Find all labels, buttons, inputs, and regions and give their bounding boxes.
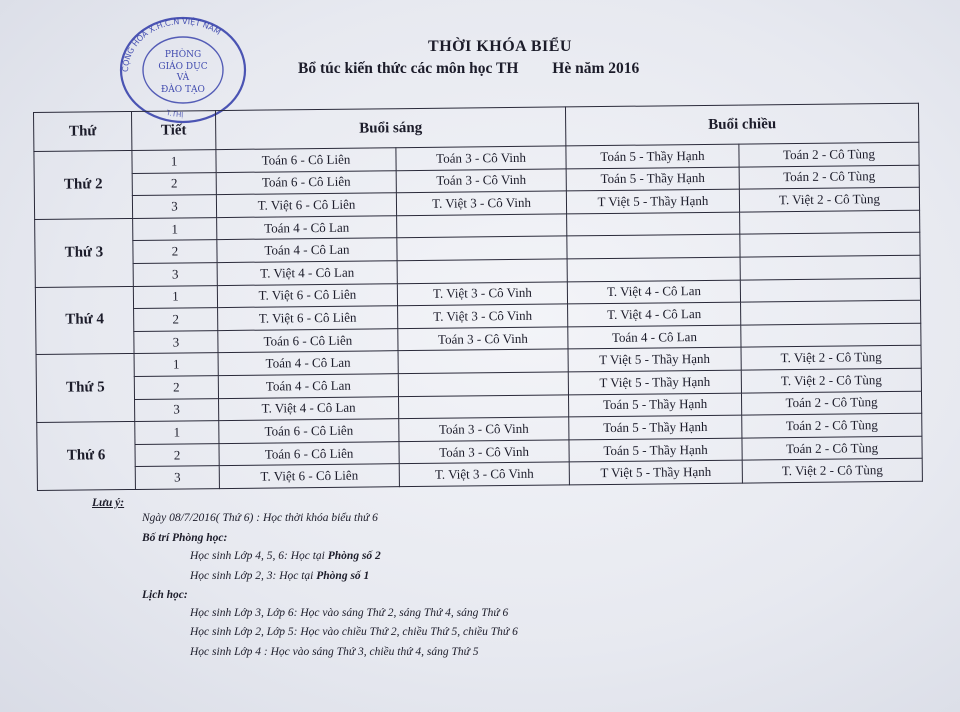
period-cell: 1 [133,285,217,308]
lesson-cell: T. Việt 2 - Cô Tùng [739,187,919,211]
col-header-tiet: Tiết [131,111,215,151]
lesson-cell [567,234,740,258]
lesson-cell: Toán 6 - Cô Liên [219,441,399,465]
col-header-thu: Thứ [34,111,132,151]
period-cell: 3 [135,466,219,489]
lesson-cell [397,259,567,283]
lesson-cell [567,257,740,281]
lesson-cell: Toán 5 - Thầy Hạnh [569,438,742,462]
day-cell: Thứ 6 [37,422,136,491]
day-cell: Thứ 4 [35,286,134,355]
lesson-cell: Toán 5 - Thầy Hạnh [566,167,739,191]
document-title: THỜI KHÓA BIỂU [428,38,572,55]
timetable [33,103,923,491]
period-cell: 2 [132,172,216,195]
col-header-morning: Buổi sáng [215,107,565,150]
period-cell: 1 [132,150,216,173]
lesson-cell: Toán 4 - Cô Lan [568,325,741,349]
room-line-2 [190,571,369,583]
period-cell: 2 [135,443,219,466]
lesson-cell: Toán 2 - Cô Tùng [739,142,919,166]
lesson-cell: T. Việt 4 - Cô Lan [568,302,741,326]
period-cell: 1 [133,217,217,240]
lesson-cell: T Việt 5 - Thầy Hạnh [569,460,742,484]
stamp-ring-text: CỘNG HOÀ X.H.C.N VIỆT NAM [120,16,223,73]
lesson-cell: Toán 3 - Cô Vinh [399,417,569,441]
day-cell: Thứ 3 [35,218,134,287]
lesson-cell [398,394,568,418]
lesson-cell: T. Việt 2 - Cô Tùng [741,368,921,392]
document-subtitle [298,60,639,78]
lesson-cell: T. Việt 6 - Cô Liên [218,306,398,330]
schedule-line-2: Học sinh Lớp 2, Lớp 5: Học vào chiều Thứ 2, chiều Thứ 5, chiều Thứ 6 [190,626,518,638]
lesson-cell [741,323,921,347]
stamp-center-line: ĐÀO TẠO [161,85,205,95]
lesson-cell: T. Việt 3 - Cô Vinh [396,191,566,215]
room-line-1-room: Phòng số 2 [327,550,381,562]
subtitle-year: Hè năm 2016 [552,60,640,77]
lesson-cell: Toán 6 - Cô Liên [219,419,399,443]
lesson-cell: Toán 5 - Thầy Hạnh [569,415,742,439]
schedule-line-1: Học sinh Lớp 3, Lớp 6: Học vào sáng Thứ 2, sáng Thứ 4, sáng Thứ 6 [190,607,509,619]
period-cell: 3 [133,263,217,286]
lesson-cell: T. Việt 6 - Cô Liên [217,283,397,307]
lesson-cell: T. Việt 4 - Cô Lan [217,261,397,285]
lesson-cell: Toán 6 - Cô Liên [216,170,396,194]
lesson-cell [397,214,567,238]
lesson-cell [740,210,920,234]
lesson-cell: Toán 2 - Cô Tùng [739,165,919,189]
lesson-cell: Toán 3 - Cô Vinh [396,169,566,193]
lesson-cell: T. Việt 6 - Cô Liên [219,464,399,488]
period-cell: 2 [134,308,218,331]
lesson-cell: T. Việt 3 - Cô Vinh [398,304,568,328]
lesson-cell: Toán 6 - Cô Liên [216,148,396,172]
schedule-line-3: Học sinh Lớp 4 : Học vào sáng Thứ 3, chiều thứ 4, sáng Thứ 5 [190,646,479,658]
room-line-1-text: Học sinh Lớp 4, 5, 6: Học tại [190,550,328,562]
stamp-center-line: GIÁO DỤC [158,62,208,72]
lesson-cell: T Việt 5 - Thầy Hạnh [566,189,739,213]
period-cell: 3 [135,398,219,421]
notes-special-date: Ngày 08/7/2016( Thứ 6) : Học thời khóa biểu thứ 6 [142,512,378,524]
period-cell: 2 [133,240,217,263]
period-cell: 1 [134,353,218,376]
lesson-cell: T. Việt 4 - Cô Lan [567,280,740,304]
lesson-cell: T. Việt 3 - Cô Vinh [397,281,567,305]
notes-heading: Lưu ý: [92,497,125,509]
lesson-cell [741,300,921,324]
official-stamp [114,12,252,124]
lesson-cell: Toán 3 - Cô Vinh [398,327,568,351]
day-cell: Thứ 5 [36,354,135,423]
lesson-cell: Toán 4 - Cô Lan [218,351,398,375]
schedule-heading: Lịch học: [142,589,188,601]
lesson-cell: Toán 4 - Cô Lan [217,215,397,239]
lesson-cell: Toán 2 - Cô Tùng [742,413,922,437]
lesson-cell: Toán 2 - Cô Tùng [741,391,921,415]
lesson-cell: Toán 3 - Cô Vinh [396,146,566,170]
day-cell: Thứ 2 [34,150,133,219]
lesson-cell: Toán 3 - Cô Vinh [399,440,569,464]
room-line-2-room: Phòng số 1 [316,570,370,582]
subtitle-text: Bổ túc kiến thức các môn học TH [298,60,519,77]
lesson-cell: Toán 6 - Cô Liên [218,328,398,352]
lesson-cell: T. Việt 2 - Cô Tùng [742,459,922,483]
lesson-cell [740,278,920,302]
lesson-cell [740,255,920,279]
lesson-cell: Toán 4 - Cô Lan [217,238,397,262]
lesson-cell: T Việt 5 - Thầy Hạnh [568,347,741,371]
lesson-cell: T. Việt 6 - Cô Liên [216,193,396,217]
lesson-cell: T. Việt 2 - Cô Tùng [741,346,921,370]
lesson-cell: Toán 5 - Thầy Hạnh [566,144,739,168]
period-cell: 3 [132,195,216,218]
lesson-cell: T. Việt 3 - Cô Vinh [399,462,569,486]
room-line-2-text: Học sinh Lớp 2, 3: Học tại [190,570,317,582]
rooms-heading: Bố trí Phòng học: [142,532,228,544]
room-line-1 [190,551,381,563]
lesson-cell: T Việt 5 - Thầy Hạnh [568,370,741,394]
lesson-cell [567,212,740,236]
period-cell: 2 [134,376,218,399]
lesson-cell [397,236,567,260]
stamp-center-line: VÀ [176,73,190,83]
stamp-bottom-text: T.THỊ [165,108,184,119]
lesson-cell: T. Việt 4 - Cô Lan [219,396,399,420]
lesson-cell [740,233,920,257]
period-cell: 1 [135,421,219,444]
lesson-cell: Toán 5 - Thầy Hạnh [569,393,742,417]
stamp-center-line: PHÒNG [164,50,202,60]
period-cell: 3 [134,330,218,353]
lesson-cell [398,372,568,396]
col-header-afternoon: Buổi chiều [565,103,918,146]
lesson-cell [398,349,568,373]
lesson-cell: Toán 4 - Cô Lan [218,374,398,398]
lesson-cell: Toán 2 - Cô Tùng [742,436,922,460]
